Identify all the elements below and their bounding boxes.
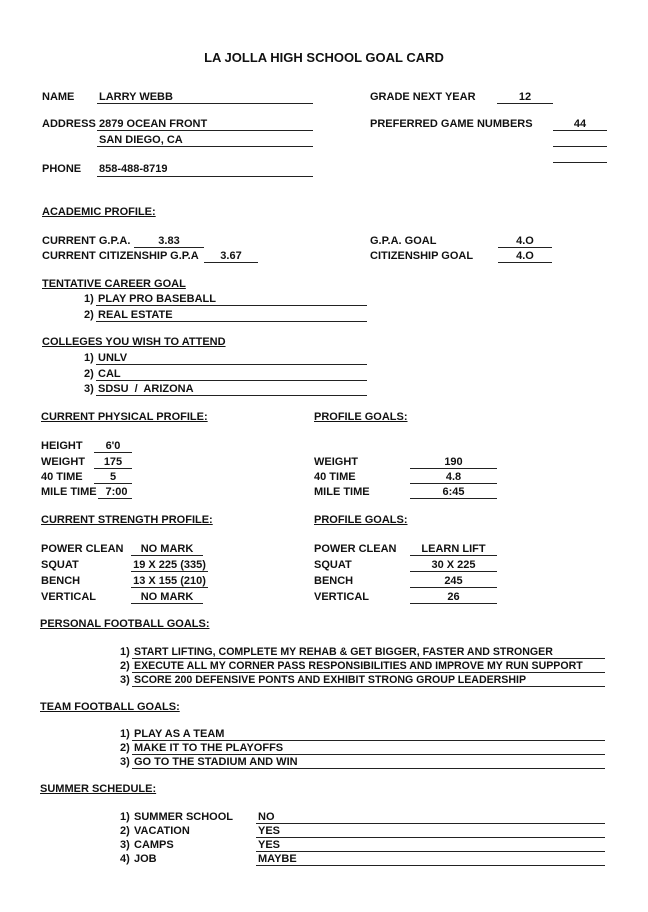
grade-line	[497, 103, 553, 104]
college-item-2: CAL	[98, 368, 121, 380]
goal-forty-line	[410, 483, 497, 484]
physical-heading: CURRENT PHYSICAL PROFILE:	[41, 411, 208, 423]
citizenship-goal-line	[498, 262, 552, 263]
goal-squat-line	[410, 571, 497, 572]
summer-value-1: NO	[258, 811, 275, 823]
game-number-line-3	[553, 162, 607, 163]
career-line-2	[96, 321, 367, 322]
citizenship-line	[204, 262, 258, 263]
squat-value: 19 X 225 (335)	[133, 559, 206, 571]
citizenship-label: CURRENT CITIZENSHIP G.P.A	[42, 250, 199, 262]
height-line	[94, 452, 132, 453]
list-number: 1)	[84, 352, 94, 364]
list-number: 1)	[120, 646, 130, 658]
summer-line-2	[256, 837, 605, 838]
squat-label: SQUAT	[41, 559, 79, 571]
goal-clean-value: LEARN LIFT	[421, 543, 486, 555]
summer-label-1: SUMMER SCHOOL	[134, 811, 233, 823]
personal-goals-heading: PERSONAL FOOTBALL GOALS:	[40, 618, 210, 630]
summer-line-3	[256, 851, 605, 852]
list-number: 4)	[120, 853, 130, 865]
college-item-3: SDSU / ARIZONA	[98, 383, 194, 395]
gpa-line	[134, 247, 204, 248]
mile-label: MILE TIME	[41, 486, 97, 498]
game-number-line-2	[553, 146, 607, 147]
name-value: LARRY WEBB	[99, 91, 173, 103]
clean-value: NO MARK	[140, 543, 194, 555]
vertical-value: NO MARK	[140, 591, 194, 603]
personal-goal-line-3	[132, 686, 605, 687]
summer-value-3: YES	[258, 839, 281, 851]
goal-bench-value: 245	[444, 575, 463, 587]
personal-goal-2: EXECUTE ALL MY CORNER PASS RESPONSIBILITIES AND IMPROVE MY RUN SUPPORT	[134, 660, 583, 672]
page-title: LA JOLLA HIGH SCHOOL GOAL CARD	[204, 50, 444, 65]
summer-line-1	[256, 823, 605, 824]
phone-value: 858-488-8719	[99, 163, 168, 175]
goal-mile-value: 6:45	[442, 486, 465, 498]
team-goal-3: GO TO THE STADIUM AND WIN	[134, 756, 298, 768]
goal-weight-label: WEIGHT	[314, 456, 358, 468]
summer-value-2: YES	[258, 825, 281, 837]
clean-line	[131, 555, 203, 556]
goal-vertical-value: 26	[447, 591, 460, 603]
forty-value: 5	[109, 471, 117, 483]
summer-line-4	[256, 865, 605, 866]
summer-label-3: CAMPS	[134, 839, 174, 851]
goal-mile-line	[410, 498, 497, 499]
weight-line	[94, 468, 132, 469]
goal-vertical-label: VERTICAL	[314, 591, 369, 603]
citizenship-goal-value: 4.O	[516, 250, 534, 262]
height-value: 6'0	[105, 440, 121, 452]
mile-value: 7:00	[105, 486, 128, 498]
list-number: 1)	[120, 728, 130, 740]
personal-goal-1: START LIFTING, COMPLETE MY REHAB & GET BIGGER, FASTER AND STRONGER	[134, 646, 553, 658]
college-line-3	[96, 395, 367, 396]
phone-label: PHONE	[42, 163, 82, 175]
team-goals-heading: TEAM FOOTBALL GOALS:	[40, 701, 180, 713]
game-numbers-label: PREFERRED GAME NUMBERS	[370, 118, 533, 130]
gpa-label: CURRENT G.P.A.	[42, 235, 131, 247]
forty-line	[94, 483, 132, 484]
list-number: 3)	[120, 839, 130, 851]
list-number: 3)	[84, 383, 94, 395]
college-item-1: UNLV	[98, 352, 128, 364]
name-line	[97, 103, 313, 104]
team-goal-line-1	[132, 740, 605, 741]
college-line-1	[96, 364, 367, 365]
summer-heading: SUMMER SCHEDULE:	[40, 783, 157, 795]
weight-label: WEIGHT	[41, 456, 85, 468]
goal-forty-value: 4.8	[445, 471, 462, 483]
career-line-1	[96, 305, 367, 306]
physical-goals-heading: PROFILE GOALS:	[314, 411, 408, 423]
height-label: HEIGHT	[41, 440, 83, 452]
address-line2-rule	[97, 146, 313, 147]
address-label: ADDRESS	[42, 118, 96, 130]
career-item-2: REAL ESTATE	[98, 309, 173, 321]
goal-weight-value: 190	[444, 456, 463, 468]
vertical-line	[131, 603, 203, 604]
citizenship-value: 3.67	[220, 250, 242, 262]
team-goal-1: PLAY AS A TEAM	[134, 728, 225, 740]
gpa-value: 3.83	[158, 235, 180, 247]
goal-clean-line	[410, 555, 497, 556]
address-line1-rule	[97, 130, 313, 131]
list-number: 3)	[120, 674, 130, 686]
career-heading: TENTATIVE CAREER GOAL	[42, 278, 186, 290]
gpa-goal-line	[498, 247, 552, 248]
personal-goal-line-2	[132, 672, 605, 673]
goal-vertical-line	[410, 603, 497, 604]
list-number: 1)	[84, 293, 94, 305]
phone-line	[97, 176, 313, 177]
bench-line	[131, 587, 208, 588]
bench-label: BENCH	[41, 575, 81, 587]
list-number: 2)	[120, 742, 130, 754]
goal-squat-label: SQUAT	[314, 559, 352, 571]
goal-forty-label: 40 TIME	[314, 471, 356, 483]
strength-goals-heading: PROFILE GOALS:	[314, 514, 408, 526]
game-number-line-1	[553, 130, 607, 131]
weight-value: 175	[103, 456, 123, 468]
list-number: 2)	[84, 309, 94, 321]
grade-label: GRADE NEXT YEAR	[370, 91, 476, 103]
list-number: 2)	[120, 660, 130, 672]
squat-line	[131, 571, 208, 572]
personal-goal-line-1	[132, 658, 605, 659]
address-line1: 2879 OCEAN FRONT	[99, 118, 208, 130]
team-goal-line-2	[132, 754, 605, 755]
bench-value: 13 X 155 (210)	[133, 575, 206, 587]
career-item-1: PLAY PRO BASEBALL	[98, 293, 216, 305]
citizenship-goal-label: CITIZENSHIP GOAL	[370, 250, 474, 262]
team-goal-line-3	[132, 768, 605, 769]
mile-line	[98, 498, 132, 499]
team-goal-2: MAKE IT TO THE PLAYOFFS	[134, 742, 284, 754]
summer-value-4: MAYBE	[258, 853, 297, 865]
goal-bench-label: BENCH	[314, 575, 354, 587]
list-number: 3)	[120, 756, 130, 768]
gpa-goal-label: G.P.A. GOAL	[370, 235, 437, 247]
list-number: 2)	[84, 368, 94, 380]
address-line2: SAN DIEGO, CA	[99, 134, 183, 146]
summer-label-2: VACATION	[134, 825, 190, 837]
forty-label: 40 TIME	[41, 471, 83, 483]
goal-weight-line	[410, 468, 497, 469]
personal-goal-3: SCORE 200 DEFENSIVE PONTS AND EXHIBIT STRONG GROUP LEADERSHIP	[134, 674, 527, 686]
goal-squat-value: 30 X 225	[431, 559, 476, 571]
colleges-heading: COLLEGES YOU WISH TO ATTEND	[42, 336, 226, 348]
gpa-goal-value: 4.O	[516, 235, 534, 247]
goal-mile-label: MILE TIME	[314, 486, 370, 498]
academic-heading: ACADEMIC PROFILE:	[42, 206, 156, 218]
college-line-2	[96, 380, 367, 381]
list-number: 2)	[120, 825, 130, 837]
grade-value: 12	[518, 91, 532, 103]
summer-label-4: JOB	[134, 853, 157, 865]
game-number-value: 44	[573, 118, 587, 130]
clean-label: POWER CLEAN	[41, 543, 124, 555]
name-label: NAME	[42, 91, 75, 103]
goal-clean-label: POWER CLEAN	[314, 543, 397, 555]
vertical-label: VERTICAL	[41, 591, 96, 603]
list-number: 1)	[120, 811, 130, 823]
goal-bench-line	[410, 587, 497, 588]
strength-heading: CURRENT STRENGTH PROFILE:	[41, 514, 213, 526]
